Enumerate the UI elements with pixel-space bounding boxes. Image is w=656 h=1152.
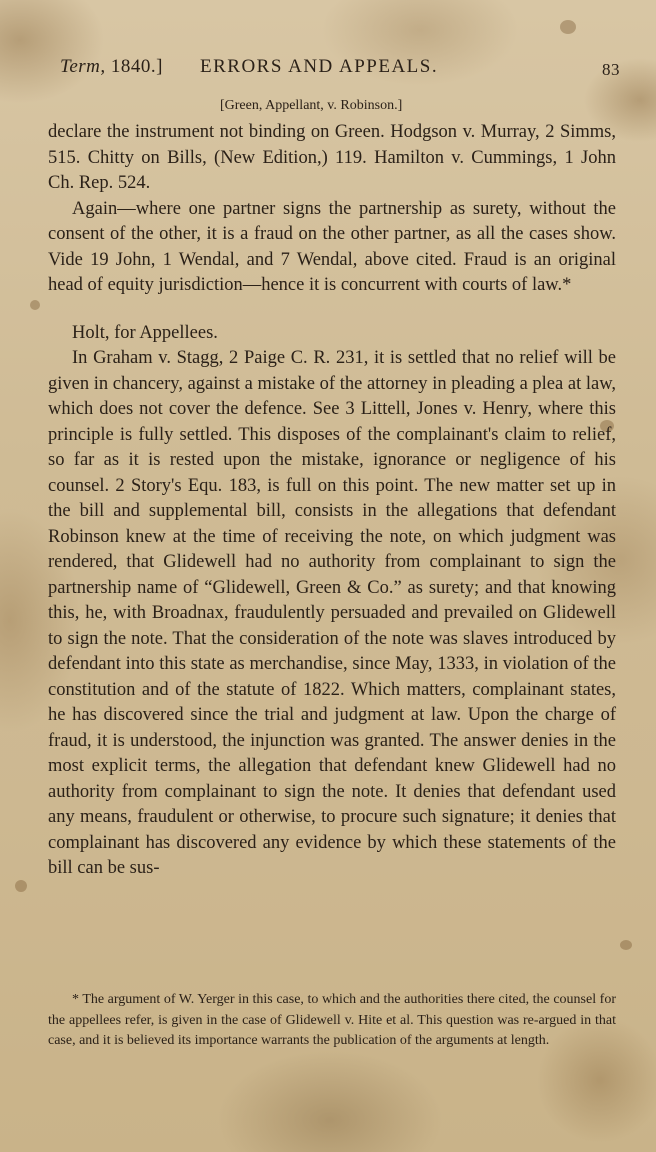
header-title: ERRORS AND APPEALS.	[200, 56, 439, 77]
running-header	[60, 56, 620, 82]
footnote	[48, 990, 616, 1052]
stain-spot	[30, 300, 40, 310]
footnote-text: * The argument of W. Yerger in this case, to which and the authorities there cited, the counsel for the appellees refer, is given in the case of Glidewell v. Hite et al. This question was re-argued in that case, and it is believed its importance warrants the publication of the arguments at length.	[48, 992, 616, 1048]
header-year: 1840.]	[110, 56, 163, 77]
header-term-label: Term,	[60, 56, 106, 77]
case-caption: [Green, Appellant, v. Robinson.]	[220, 98, 403, 113]
stain-spot	[620, 940, 632, 950]
counsel-heading: Holt, for Appellees.	[72, 322, 218, 343]
paragraph-appellees-argument: In Graham v. Stagg, 2 Paige C. R. 231, it is settled that no relief will be given in chancery, against a mistake of the attorney in pleading a plea at law, which does not cover the defence. See 3 Littell, Jones v. Henry, where this principle is fully settled. This disposes of the complainant's claim to relief, so far as it is rested upon the mistake, ignorance or negligence of his counsel. 2 Story's Equ. 183, is full on this point. The new matter set up in the bill and supplemental bill, consists in the allegations that defendant Robinson knew at the time of receiving the note, on which judgment was rendered, that Glidewell had no authority from complainant to sign the partnership name of “Glidewell, Green & Co.” as surety; and that knowing this, he, with Broadnax, fraudulently persuaded and prevailed on Glidewell to sign the note. That the consideration of the note was slaves introduced by defendant into this state as merchandise, since May, 1333, in violation of the constitution and of the statute of 1822. Which matters, complainant states, he has discovered since the trial and judgment at law. Upon the charge of fraud, it is understood, the injunction was granted. The answer denies in the most explicit terms, the allegation that defendant knew Glidewell had no authority from complainant to sign the note. It denies that defendant used any means, fraudulent or otherwise, to procure such signature; it denies that complainant has discovered any evidence by which these statements of the bill can be sus-	[48, 348, 616, 878]
header-term	[60, 56, 163, 78]
page-number: 83	[602, 60, 620, 79]
stain-spot	[560, 20, 576, 34]
paragraph-fraud-argument: Again—where one partner signs the partnership as surety, without the consent of the other, it is a fraud on the other partner, as all the cases show. Vide 19 John, 1 Wendal, and 7 Wendal, above cited. Fraud is an original head of equity jurisdiction—hence it is concurrent with courts of law.*	[48, 198, 616, 295]
stain-spot	[15, 880, 27, 892]
paragraph-continuation: declare the instrument not binding on Green. Hodgson v. Murray, 2 Simms, 515. Chitty on Bills, (New Edition,) 119. Hamilton v. Cummings, 1 John Ch. Rep. 524.	[48, 122, 616, 193]
body-text	[48, 120, 616, 882]
